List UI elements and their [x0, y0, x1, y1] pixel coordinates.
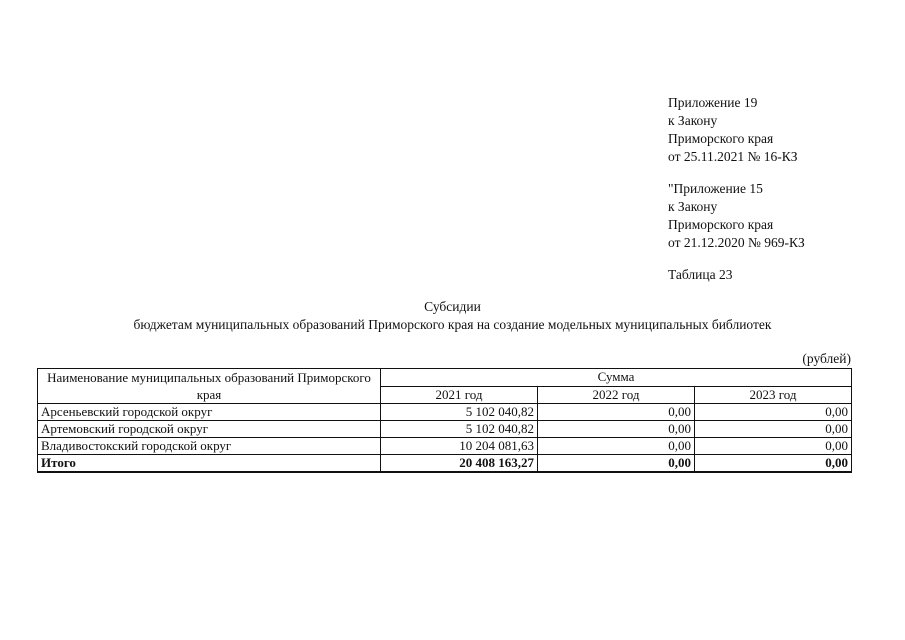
appendix-current-block	[668, 94, 798, 166]
appendix-amended-line-3: Приморского края	[668, 217, 774, 232]
subsidies-table	[37, 368, 852, 473]
appendix-amended-line-1: "Приложение 15	[668, 181, 763, 196]
header-year-2021: 2021 год	[381, 386, 538, 404]
appendix-current-line-3: Приморского края	[668, 131, 774, 146]
table-row	[38, 404, 852, 421]
row-value-2023: 0,00	[695, 421, 852, 438]
row-value-2021: 5 102 040,82	[381, 404, 538, 421]
row-value-2021: 10 204 081,63	[381, 438, 538, 455]
units-label: (рублей)	[802, 351, 851, 366]
table-number: Таблица 23	[668, 267, 733, 282]
row-municipality-name: Арсеньевский городской округ	[38, 404, 381, 421]
total-value-2023: 0,00	[695, 455, 852, 473]
row-value-2022: 0,00	[538, 421, 695, 438]
header-year-2023: 2023 год	[695, 386, 852, 404]
row-value-2023: 0,00	[695, 404, 852, 421]
appendix-current-line-4: от 25.11.2021 № 16-КЗ	[668, 149, 798, 164]
header-year-2022: 2022 год	[538, 386, 695, 404]
total-value-2022: 0,00	[538, 455, 695, 473]
table-header-row	[38, 369, 852, 387]
table-row	[38, 438, 852, 455]
table-row	[38, 421, 852, 438]
row-municipality-name: Артемовский городской округ	[38, 421, 381, 438]
header-municipality-name: Наименование муниципальных образований Приморского края	[38, 369, 381, 404]
appendix-amended-line-2: к Закону	[668, 199, 718, 214]
row-value-2022: 0,00	[538, 404, 695, 421]
row-value-2022: 0,00	[538, 438, 695, 455]
total-label: Итого	[38, 455, 381, 473]
appendix-current-line-1: Приложение 19	[668, 95, 758, 110]
header-sum: Сумма	[381, 369, 852, 387]
row-municipality-name: Владивостокский городской округ	[38, 438, 381, 455]
document-title: Субсидии	[424, 299, 481, 314]
total-value-2021: 20 408 163,27	[381, 455, 538, 473]
row-value-2021: 5 102 040,82	[381, 421, 538, 438]
document-subtitle: бюджетам муниципальных образований Приморского края на создание модельных муниципальных библиотек	[133, 317, 772, 332]
appendix-amended-block	[668, 180, 805, 252]
row-value-2023: 0,00	[695, 438, 852, 455]
table-total-row	[38, 455, 852, 473]
appendix-amended-line-4: от 21.12.2020 № 969-КЗ	[668, 235, 805, 250]
appendix-current-line-2: к Закону	[668, 113, 718, 128]
